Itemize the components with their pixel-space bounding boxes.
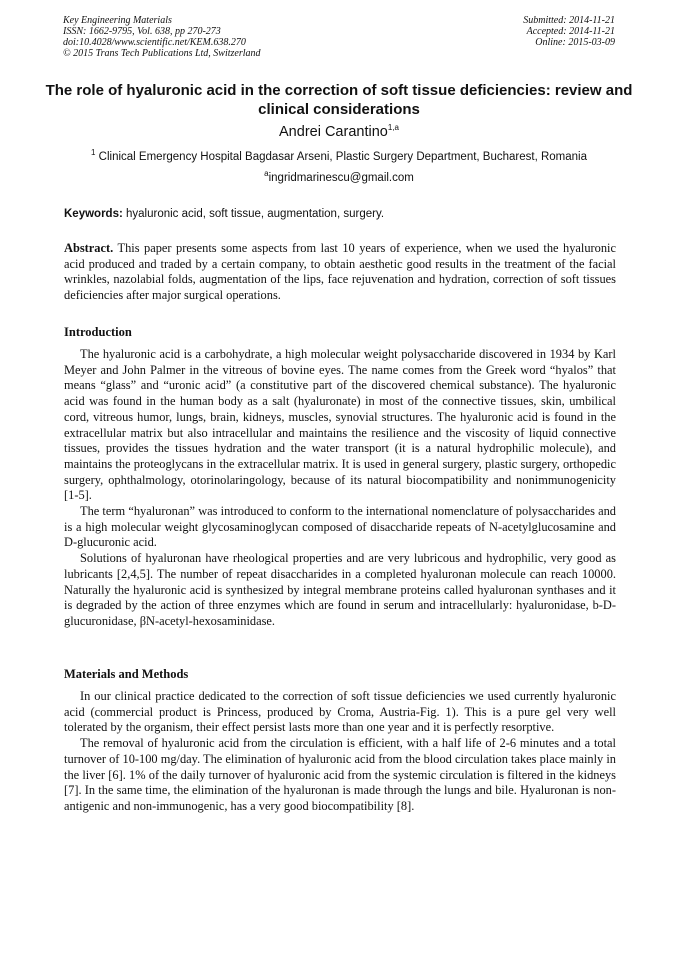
email-superscript: a — [264, 169, 269, 179]
email-text: ingridmarinescu@gmail.com — [268, 172, 414, 184]
affiliation-text: Clinical Emergency Hospital Bagdasar Arseni, Plastic Surgery Department, Bucharest, Romania — [98, 151, 587, 163]
author-superscript: 1,a — [387, 123, 399, 133]
affiliation-superscript: 1 — [91, 148, 96, 158]
copyright-line: © 2015 Trans Tech Publications Ltd, Switzerland — [63, 48, 261, 59]
paragraph: In our clinical practice dedicated to the correction of soft tissue deficiencies we used currently hyaluronic acid (commercial product is Princess, produced by Croma, Austria-Fig. 1). This is a pure gel very well tolerated by the organism, their effect persist lasts more than one year and it is perfectly resorptive. — [64, 689, 616, 735]
paragraph: Solutions of hyaluronan have rheological properties and are very lubricous and hydrophilic, very good as lubricants [2,4,5]. The number of repeat disaccharides in a completed hyaluronan molecule can reach 10000. Naturally the hyaluronic acid is synthesized by integral membrane proteins called hyaluronan synthases and it is degraded by the action of three enzymes which are found in serum and intracellularly: hyaluronidase, b-D-glucuronidase, βN-acetyl-hexosaminidase. — [64, 551, 616, 628]
journal-header-right — [523, 15, 615, 48]
submitted-date: Submitted: 2014-11-21 — [523, 15, 615, 26]
author-name: Andrei Carantino — [279, 124, 388, 140]
accepted-date: Accepted: 2014-11-21 — [526, 26, 615, 37]
methods-heading: Materials and Methods — [64, 667, 189, 681]
paragraph: The hyaluronic acid is a carbohydrate, a high molecular weight polysaccharide discovered in 1934 by Karl Meyer and John Palmer in the vitreous of bovine eyes. The name comes from the Greek word “hyalos” that means “glass” and “uronic acid” (a constitutive part of the discovered chemical substance). The hyaluronic acid was found in the human body as a salt (hyaluronate) in most of the connective tissues, skin, umbilical cord, vitreous humor, lungs, brain, kidneys, muscles, synovial structures. The hyaluronic acid is found in the extracellular matrix but also intracellular and maintains the resilience and the viscosity of liquid connective tissues, provides the tissues hydration and the water transport (it is a natural hydrophilic molecule), and maintains the proteoglycans in the extracellular matrix. It is used in general surgery, plastic surgery, orthopedic surgery, ophthalmology, otorinolaringology, because of its natural biocompatibility and nonimmunogenicity [1-5]. — [64, 347, 616, 503]
keywords — [64, 207, 616, 221]
author-email — [0, 171, 678, 185]
abstract-text: This paper presents some aspects from last 10 years of experience, when we used the hyaluronic acid produced and traded by a certain company, to obtain aesthetic good results in the treatment of the facial wrinkles, nazolabial folds, augmentation of the lips, face rejuvenation and hydration, correction of soft tissues deficiencies after major surgical operations. — [64, 241, 616, 303]
paper-title: The role of hyaluronic acid in the correction of soft tissue deficiencies: review and clinical considerations — [45, 82, 633, 118]
author-line — [0, 123, 678, 141]
paragraph: The removal of hyaluronic acid from the circulation is efficient, with a half life of 2-6 minutes and a total turnover of 10-100 mg/day. The elimination of hyaluronic acid from the blood circulation takes place mainly in the liver [6]. 1% of the daily turnover of hyaluronic acid from the systemic circulation is filtered in the kidneys [7]. In the same time, the elimination of the hyaluronan is made through the lungs and bile. Hyaluronan is non-antigenic and non-immunogenic, has a very good biocompatibility [8]. — [64, 736, 616, 813]
doi-line: doi:10.4028/www.scientific.net/KEM.638.270 — [63, 37, 246, 48]
journal-header-left — [63, 15, 261, 59]
keywords-label: Keywords: — [64, 208, 123, 220]
methods-body — [64, 689, 616, 815]
introduction-body — [64, 347, 616, 630]
journal-name: Key Engineering Materials — [63, 15, 172, 26]
affiliation — [0, 150, 678, 164]
online-date: Online: 2015-03-09 — [535, 37, 615, 48]
introduction-heading: Introduction — [64, 325, 132, 339]
paragraph: The term “hyaluronan” was introduced to conform to the international nomenclature of polysaccharides and is a high molecular weight glycosaminoglycan composed of disaccharide repeats of N-acetylglucosamine and D-glucuronic acid. — [64, 504, 616, 550]
abstract-label: Abstract. — [64, 241, 114, 255]
issn-line: ISSN: 1662-9795, Vol. 638, pp 270-273 — [63, 26, 221, 37]
keywords-text: hyaluronic acid, soft tissue, augmentation, surgery. — [126, 208, 385, 220]
abstract — [64, 241, 616, 304]
